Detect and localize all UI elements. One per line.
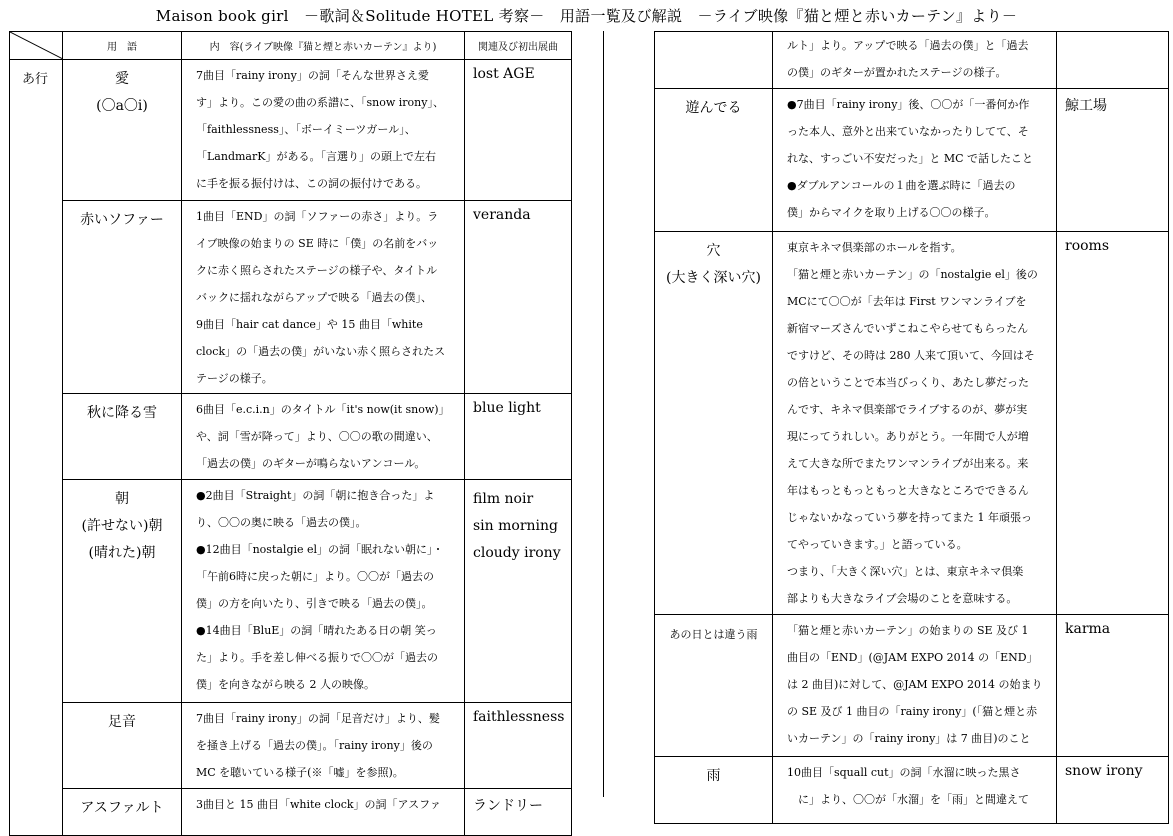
content-cell: 東京キネマ倶楽部のホールを指す。 「猫と煙と赤いカーテン」の「nostalgie el」後の MCにて〇〇が「去年は First ワンマンライブを 新宿マーズさんでいずこねこやらせてもらったん ですけど、その時は 280 人来て頂いて、今回はそ の倍ということで本当びっくり、あたし夢だった んです、キネマ倶楽部でライブするのが、夢が実 現にってうれしい。ありがとう。一年間で人が増 えて大きな所でまたワンマンライブが出来る。来 年はもっともっともっと大きなところでできるん じゃないかなっていう夢を持ってまた 1 年頑張っ てやっていきます。」と語っている。 つまり、「大きく深い穴」とは、東京キネマ倶楽 部よりも大きなライブ会場のことを意味する。 [773, 232, 1057, 615]
episode-cell [1057, 32, 1169, 89]
episode-cell: 鯨工場 [1057, 89, 1169, 232]
term-cell: 愛 (〇a〇i) [63, 60, 182, 201]
group-label: あ行 [10, 60, 63, 836]
content-cell: 6曲目「e.c.i.n」のタイトル「it's now(it snow)」 や、詞「雪が降って」より、〇〇の歌の間違い、 「過去の僕」のギターが鳴らないアンコール。 [182, 394, 465, 480]
episode-cell: film noir sin morning cloudy irony [465, 480, 572, 703]
episode-cell: snow irony [1057, 757, 1169, 824]
table-row [10, 789, 572, 836]
table-row [10, 703, 572, 789]
term-cell [655, 32, 773, 89]
episode-cell: rooms [1057, 232, 1169, 615]
table-row [655, 757, 1169, 824]
content-cell: 7曲目「rainy irony」の詞「足音だけ」より、髪 を掻き上げる「過去の僕」。「rainy irony」後の MC を聴いている様子(※「嘘」を参照)。 [182, 703, 465, 789]
content-cell: 1曲目「END」の詞「ソファーの赤さ」より。ラ イブ映像の始まりの SE 時に「僕」の名前をバッ クに赤く照らされたステージの様子や、タイトル バックに揺れながらアップで映る「過去の僕」、 9曲目「hair cat dance」や 15 曲目「white clock」の「過去の僕」がいない赤く照らされたス テージの様子。 [182, 201, 465, 394]
table-row [655, 89, 1169, 232]
term-cell: アスファルト [63, 789, 182, 836]
table-row [10, 480, 572, 703]
content-cell: ルト」より。アップで映る「過去の僕」と「過去 の僕」のギターが置かれたステージの様子。 [773, 32, 1057, 89]
table-row [655, 32, 1169, 89]
term-cell: 赤いソファー [63, 201, 182, 394]
header-diagonal-cell [10, 32, 63, 60]
table-row [655, 232, 1169, 615]
term-cell: あの日とは違う雨 [655, 615, 773, 757]
episode-cell: lost AGE [465, 60, 572, 201]
glossary-table-left [9, 31, 572, 836]
term-cell: 秋に降る雪 [63, 394, 182, 480]
episode-cell: faithlessness [465, 703, 572, 789]
episode-cell: veranda [465, 201, 572, 394]
term-cell: 遊んでる [655, 89, 773, 232]
table-row [10, 201, 572, 394]
content-cell: 「猫と煙と赤いカーテン」の始まりの SE 及び 1 曲目の「END」(@JAM EXPO 2014 の「END」 は 2 曲目)に対して、@JAM EXPO 2014 の始まり の SE 及び 1 曲目の「rainy irony」(「猫と煙と赤 いカーテン」の「rainy irony」は 7 曲目)のこと [773, 615, 1057, 757]
content-cell: ●7曲目「rainy irony」後、〇〇が「一番何か作 った本人、意外と出来ていなかったりしてて、そ れな、すっごい不安だった」と MC で話したこと ●ダブルアンコールの１曲を選ぶ時に「過去の 僕」からマイクを取り上げる〇〇の様子。 [773, 89, 1057, 232]
table-header-row [10, 32, 572, 60]
content-cell: 10曲目「squall cut」の詞「水溜に映った黒さ に」より、〇〇が「水溜」を「雨」と間違えて [773, 757, 1057, 824]
content-cell: ●2曲目「Straight」の詞「朝に抱き合った」よ り、〇〇の奥に映る「過去の僕」。 ●12曲目「nostalgie el」の詞「眠れない朝に」・ 「午前6時に戻った朝に」より。〇〇が「過去の 僕」の方を向いたり、引きで映る「過去の僕」。 ●14曲目「BluE」の詞「晴れたある日の朝 笑っ た」より。手を差し伸べる振りで〇〇が「過去の 僕」を向きながら映る 2 人の映像。 [182, 480, 465, 703]
episode-cell: karma [1057, 615, 1169, 757]
header-term: 用 語 [63, 32, 182, 60]
content-cell: 3曲目と 15 曲目「white clock」の詞「アスファ [182, 789, 465, 836]
term-cell: 朝 (許せない)朝 (晴れた)朝 [63, 480, 182, 703]
content-cell: 7曲目「rainy irony」の詞「そんな世界さえ愛 す」より。この愛の曲の系譜に、「snow irony」、 「faithlessness」、「ボーイミーツガール」、 「LandmarK」がある。「言選り」の頭上で左右 に手を振る振付けは、この詞の振付けである。 [182, 60, 465, 201]
header-content: 内 容(ライブ映像『猫と煙と赤いカーテン』より) [182, 32, 465, 60]
term-cell: 雨 [655, 757, 773, 824]
table-row [10, 394, 572, 480]
term-cell: 足音 [63, 703, 182, 789]
page-title: Maison book girl －歌詞＆Solitude HOTEL 考察－ 用語一覧及び解説 －ライブ映像『猫と煙と赤いカーテン』より－ [155, 7, 1018, 25]
table-row [10, 60, 572, 201]
glossary-table-right [654, 31, 1169, 824]
table-row [655, 615, 1169, 757]
episode-cell: ランドリー [465, 789, 572, 836]
column-divider [603, 31, 604, 797]
episode-cell: blue light [465, 394, 572, 480]
term-cell: 穴 (大きく深い穴) [655, 232, 773, 615]
diagonal-line-icon [10, 32, 63, 59]
header-episode: 関連及び初出展曲 [465, 32, 572, 60]
